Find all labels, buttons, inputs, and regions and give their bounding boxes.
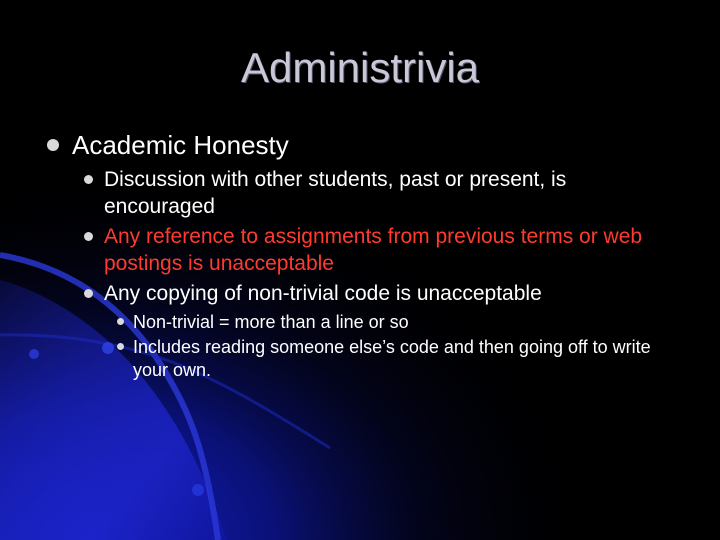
- blue-dot-bullet-overlap: [102, 342, 114, 354]
- blue-dot-bottom: [192, 484, 204, 496]
- level-2-bullet-reference: [84, 232, 93, 241]
- includes-reading-text: Includes reading someone else’s code and then going off to write your own.: [133, 337, 651, 380]
- level-2-bullet-discussion: [84, 175, 93, 184]
- copying-policy-text: Any copying of non-trivial code is unacceptable: [104, 282, 542, 305]
- level-3-bullet-non-trivial: [117, 318, 124, 325]
- discussion-policy-text: Discussion with other students, past or present, is encouraged: [104, 168, 567, 218]
- non-trivial-definition-text: Non-trivial = more than a line or so: [133, 312, 409, 332]
- level-3-bullet-includes: [117, 343, 124, 350]
- level-1-bullet: [47, 139, 59, 151]
- level-2-bullet-copying: [84, 289, 93, 298]
- academic-honesty-heading: Academic Honesty: [72, 130, 289, 160]
- slide-title: Administrivia: [240, 44, 480, 91]
- reference-policy-text: Any reference to assignments from previous terms or web postings is unacceptable: [104, 225, 643, 275]
- blue-dot-left: [29, 349, 39, 359]
